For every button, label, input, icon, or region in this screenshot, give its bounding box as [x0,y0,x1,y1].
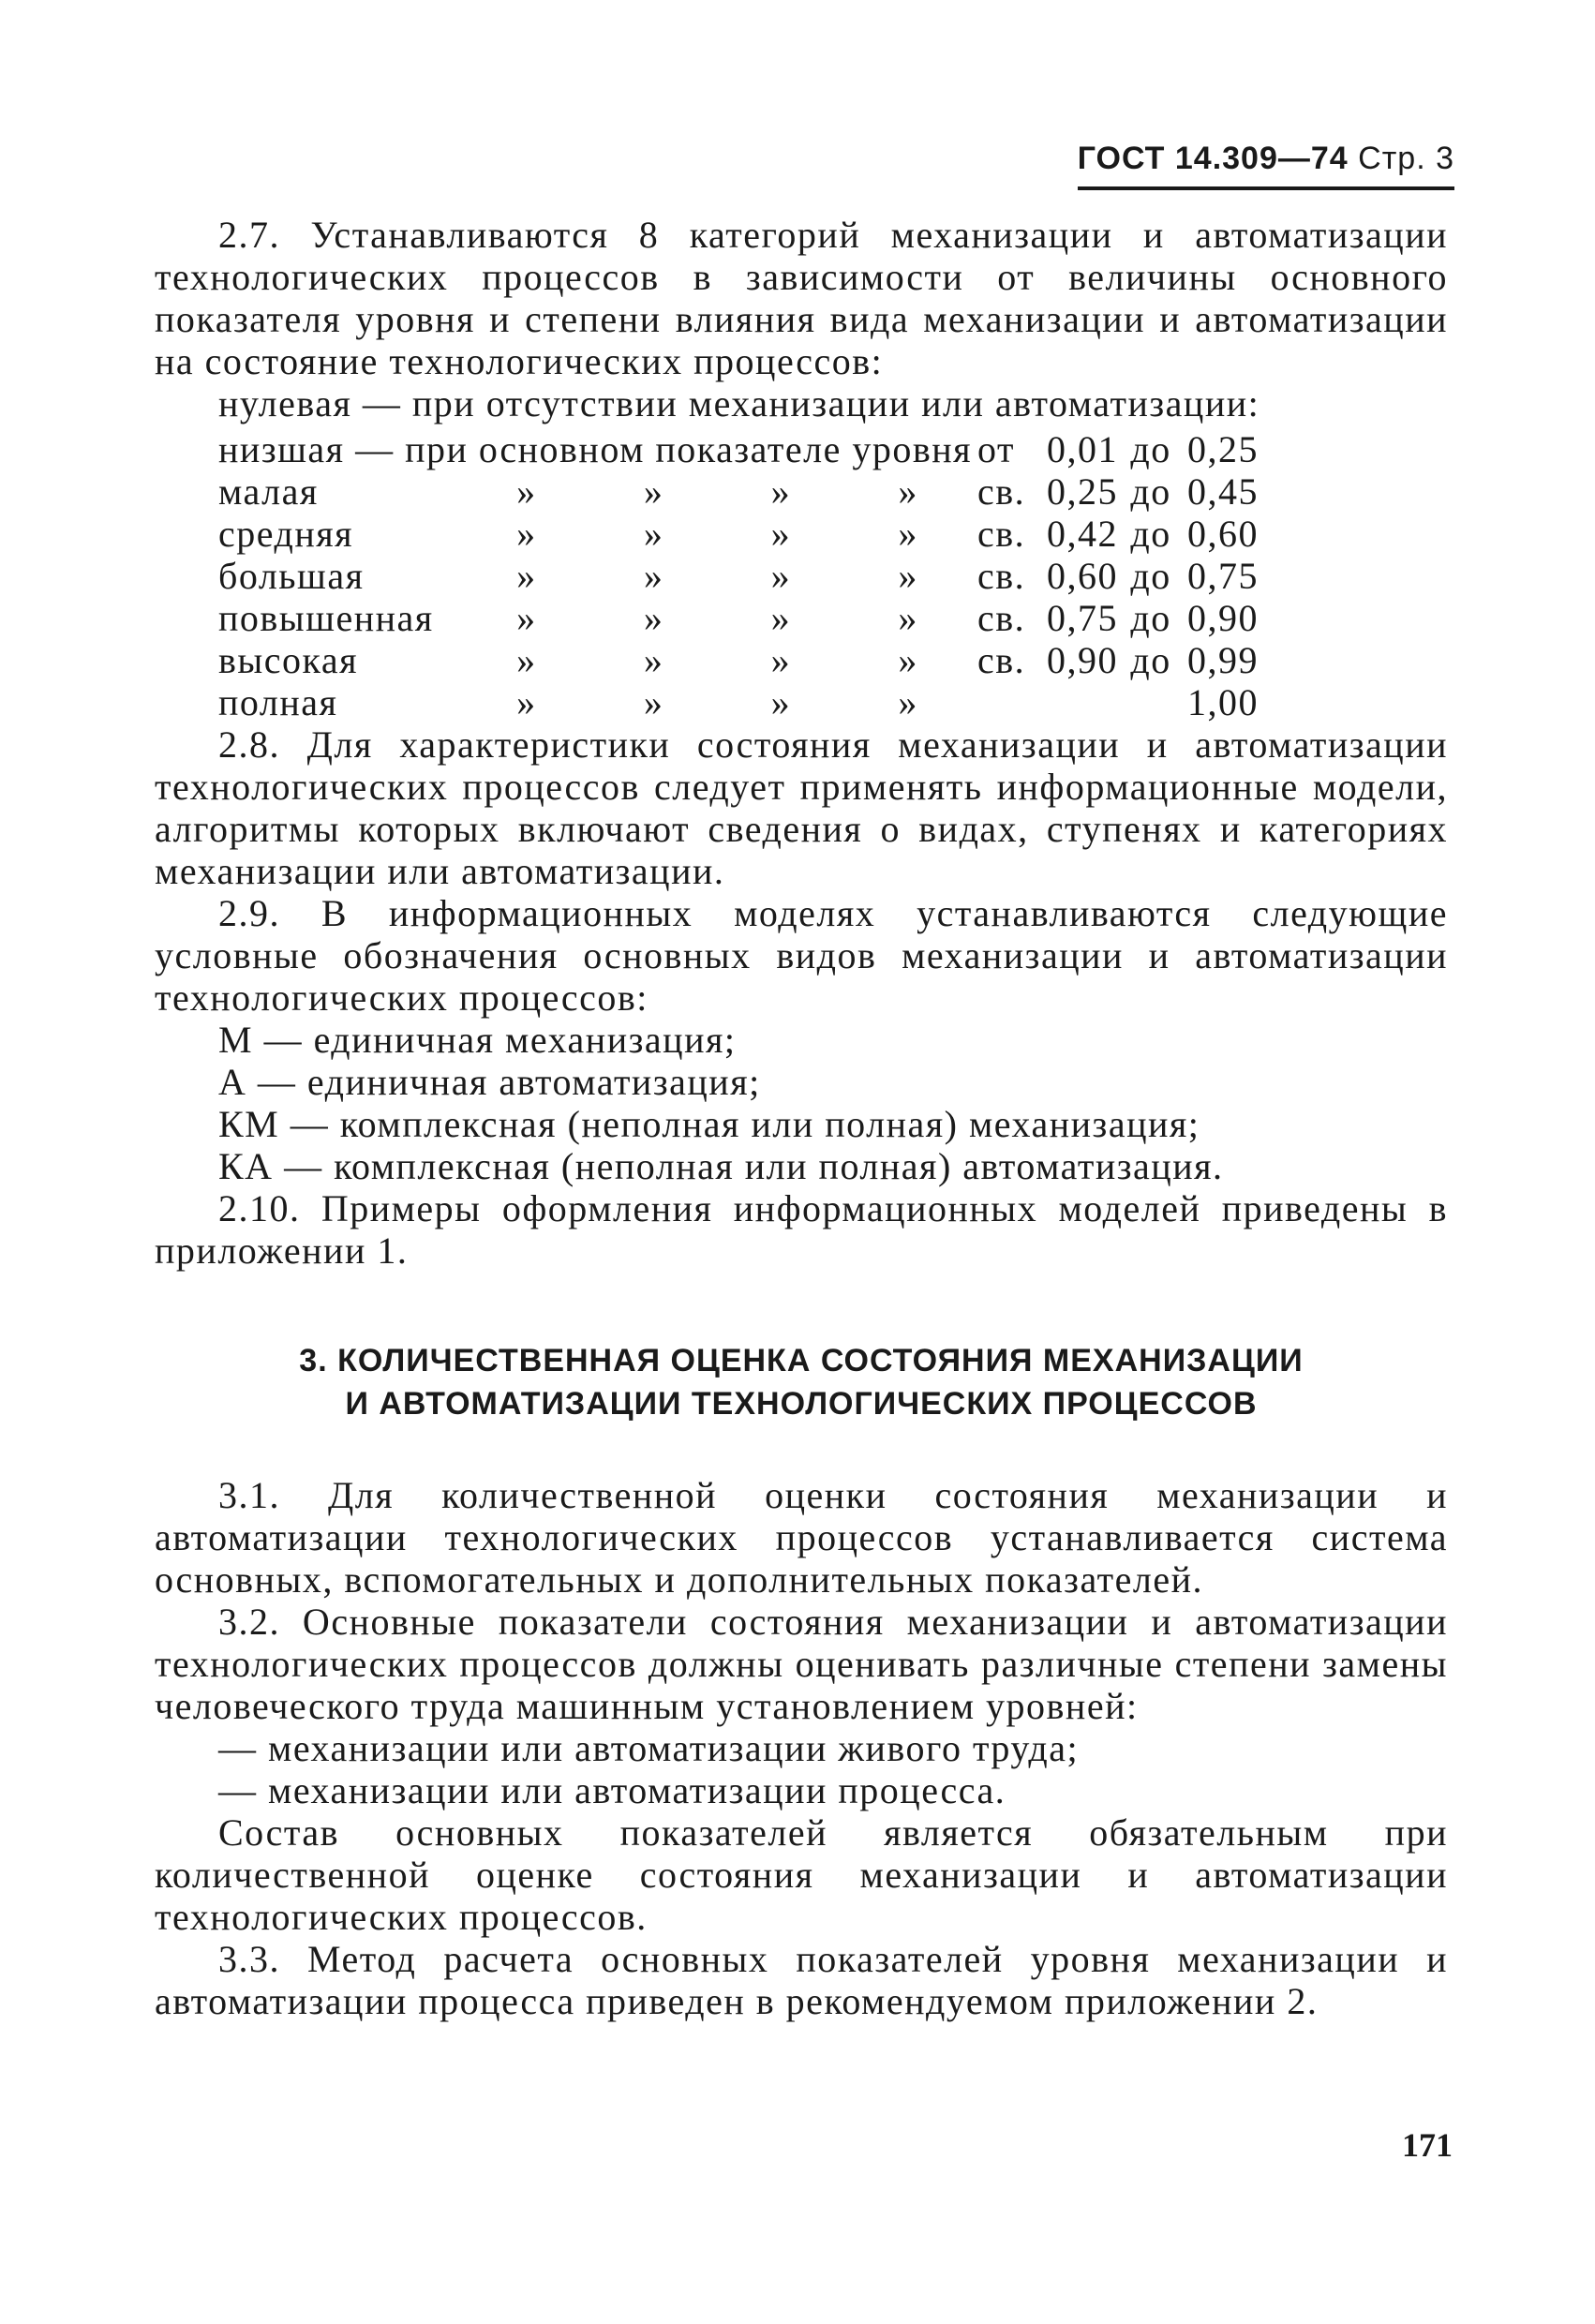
range-to: до [1130,513,1171,555]
category-name: большая [218,555,365,597]
page-number: 171 [1402,2126,1453,2164]
range-prefix: св. [977,555,1026,597]
range-high: 0,90 [1187,597,1260,639]
range-prefix: св. [977,639,1026,681]
range-to: до [1130,639,1171,681]
body-text [155,214,1448,2022]
ditto-mark: » [770,597,792,639]
page-label: Стр. 3 [1358,141,1454,176]
ditto-mark: » [643,639,664,681]
range-prefix: св. [977,513,1026,555]
ditto-mark: » [898,597,918,639]
running-header [1078,141,1454,190]
range-to: до [1130,470,1171,513]
ditto-mark: » [643,513,664,555]
range-prefix [972,681,1043,723]
range-low: 0,60 [1047,555,1119,597]
category-name: средняя [218,513,354,555]
ditto-mark: » [516,681,537,723]
category-name: малая [218,470,319,513]
category-zero: нулевая — при отсутствии механизации или автоматизации: [218,382,1260,425]
category-row [218,513,1259,555]
paragraph-3-2-continuation: Состав основных показателей является обязательным при количественной оценке состояния механизации и автоматизации технологических процессов. [155,1811,1448,1938]
range-low: 0,90 [1047,639,1119,681]
category-row [218,597,1259,639]
ditto-mark: » [898,555,918,597]
paragraph-3-1: 3.1. Для количественной оценки состояния механизации и автоматизации технологических процессов устанавливается система основных, вспомогательных и дополнительных показателей. [155,1474,1448,1601]
ditto-mark: » [516,639,537,681]
range-high: 0,75 [1187,555,1260,597]
paragraph-2-10: 2.10. Примеры оформления информационных моделей приведены в приложении 1. [155,1187,1448,1272]
range-prefix: св. [977,470,1026,513]
ditto-mark: » [770,555,792,597]
designation-item: А — единичная автоматизация; [218,1061,761,1103]
standard-number: ГОСТ 14.309—74 [1077,141,1349,176]
ditto-mark: » [516,513,537,555]
category-lowest-from: от [977,428,1015,470]
indicator-item: — механизации или автоматизации живого труда; [218,1727,1080,1769]
category-name: высокая [218,639,358,681]
category-row [218,555,1259,597]
ditto-mark: » [770,639,792,681]
category-table [218,428,1259,723]
range-high: 0,60 [1187,513,1260,555]
paragraph-3-2: 3.2. Основные показатели состояния механизации и автоматизации технологических процессов должны оценивать различные степени замены человеческого труда машинным установлением уровней: [155,1601,1448,1727]
ditto-mark: » [898,513,918,555]
section-3-heading [155,1339,1448,1425]
ditto-mark: » [643,470,664,513]
ditto-mark: » [898,639,918,681]
ditto-mark: » [643,555,664,597]
ditto-mark: » [770,470,792,513]
category-lowest-to: до [1130,428,1171,470]
paragraph-2-8: 2.8. Для характеристики состояния механизации и автоматизации технологических процессов следует применять информационные модели, алгоритмы которых включают сведения о видах, ступенях и категориях механизации или автоматизации. [155,723,1448,892]
range-to [1118,681,1184,723]
designation-item: КМ — комплексная (неполная или полная) механизация; [218,1103,1200,1145]
category-name: повышенная [218,597,434,639]
range-low: 0,42 [1047,513,1119,555]
category-row [218,470,1259,513]
category-row-lowest [218,428,1259,470]
ditto-mark: » [770,513,792,555]
category-row [218,681,1259,723]
ditto-mark: » [516,555,537,597]
designation-item: КА — комплексная (неполная или полная) автоматизация. [218,1145,1224,1187]
section-3-title-line-2: И АВТОМАТИЗАЦИИ ТЕХНОЛОГИЧЕСКИХ ПРОЦЕССОВ [345,1386,1258,1422]
indicator-item: — механизации или автоматизации процесса. [218,1769,1006,1811]
ditto-mark: » [898,470,918,513]
ditto-mark: » [898,681,918,723]
designation-item: М — единичная механизация; [218,1019,737,1061]
range-high: 1,00 [1187,681,1260,723]
paragraph-2-7: 2.7. Устанавливаются 8 категорий механизации и автоматизации технологических процессов в зависимости от величины основного показателя уровня и степени влияния вида механизации и автоматизации на состояние технологических процессов: [155,214,1448,382]
paragraph-3-3: 3.3. Метод расчета основных показателей уровня механизации и автоматизации процесса приведен в рекомендуемом приложении 2. [155,1938,1448,2022]
range-low: 0,25 [1047,470,1119,513]
category-lowest-low: 0,01 [1047,428,1119,470]
ditto-mark: » [516,470,537,513]
ditto-mark: » [516,597,537,639]
section-3-title-line-1: 3. КОЛИЧЕСТВЕННАЯ ОЦЕНКА СОСТОЯНИЯ МЕХАНИЗАЦИИ [299,1343,1304,1378]
range-to: до [1130,597,1171,639]
ditto-mark: » [643,681,664,723]
range-high: 0,99 [1187,639,1260,681]
category-row [218,639,1259,681]
category-name: полная [218,681,338,723]
ditto-mark: » [643,597,664,639]
paragraph-2-9: 2.9. В информационных моделях устанавливаются следующие условные обозначения основных видов механизации и автоматизации технологических процессов: [155,892,1448,1019]
range-low [1043,681,1118,723]
range-high: 0,45 [1187,470,1260,513]
range-low: 0,75 [1047,597,1119,639]
ditto-mark: » [770,681,792,723]
category-lowest-name: низшая — при основном показателе уровня [218,428,973,470]
category-lowest-high: 0,25 [1187,428,1260,470]
range-prefix: св. [977,597,1026,639]
range-to: до [1130,555,1171,597]
